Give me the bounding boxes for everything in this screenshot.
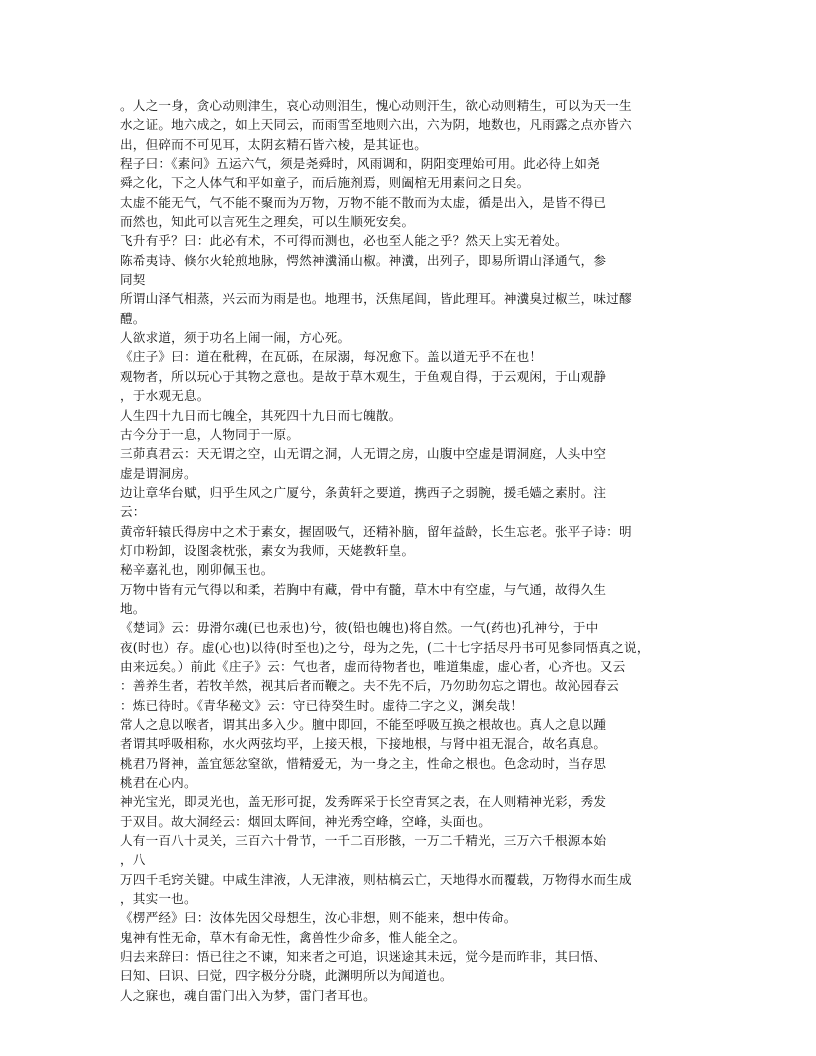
text-line: 人之寐也，魂自雷门出入为梦，雷门者耳也。 [120, 987, 376, 1003]
text-line: 黄帝轩辕氏得房中之术于素女，握固吸气，还精补脑，留年益龄，长生忘老。张平子诗：明 [120, 523, 632, 539]
text-line: ，于水观无息。 [120, 388, 210, 404]
text-line: 水之证。地六成之，如上天同云，而雨雪至地则六出，六为阴，地数也，凡雨露之点亦皆六 [120, 117, 632, 133]
text-line: 者谓其呼吸相称，水火两弦均平，上接天根，下接地根，与肾中祖无混合，故名真息。 [120, 736, 607, 752]
text-line: 人欲求道，须于功名上闹一闹，方心死。 [120, 330, 351, 346]
text-line: 陈希夷诗、倏尔火轮煎地脉，愕然神瀵涌山椒。神瀵，出列子，即易所谓山泽通气，参 [120, 252, 607, 268]
text-line: 古今分于一息，人物同于一原。 [120, 426, 300, 442]
text-line: 同契 [120, 272, 146, 288]
text-line: 舜之化，下之人体气和平如童子，而后施剂焉，则阖棺无用素问之日矣。 [120, 175, 530, 191]
text-line: 虚是谓洞房。 [120, 465, 197, 481]
text-line: 《庄子》曰：道在秕稗，在瓦砾，在尿溺，每况愈下。盖以道无乎不在也！ [120, 349, 543, 365]
text-line: ：炼已待时。《青华秘文》云：守已待癸生时。虚待二字之义，渊矣哉！ [120, 697, 524, 713]
text-line: 醴。 [120, 310, 146, 326]
text-line: 夜(时也）存。虚(心也)以待(时至也)之兮，母为之先，(二十七字括尽丹书可见参同悟真之说， [120, 639, 650, 655]
text-line: 归去来辞曰：悟已往之不谏，知来者之可追，识迷途其未远，觉今是而昨非，其曰悟、 [120, 949, 607, 965]
text-line: 。人之一身，贪心动则津生，哀心动则泪生，愧心动则汗生，欲心动则精生，可以为天一生 [120, 98, 632, 113]
text-line: 由来远矣。）前此《庄子》云：气也者，虚而待物者也，唯道集虚，虚心者，心齐也。又云 [120, 658, 626, 674]
text-line: 常人之息以喉者，谓其出多入少。膻中即回，不能至呼吸互换之根故也。真人之息以踵 [120, 717, 607, 732]
text-line: 而然也，知此可以言死生之理矣，可以生顺死安矣。 [120, 214, 415, 230]
text-line: 桃君乃肾神，盖宜惩忿窒欲，惜精爱无，为一身之主，性命之根也。色念动时，当存思 [120, 755, 607, 771]
text-line: 灯巾粉卸，设图衾枕张，素女为我师，天姥教轩皇。 [120, 542, 415, 558]
text-line: 云： [120, 504, 146, 520]
text-line: 观物者，所以玩心于其物之意也。是故于草木观生，于鱼观自得，于云观闲，于山观静 [120, 368, 607, 384]
text-line: 秘辛嘉礼也，刚卯佩玉也。 [120, 562, 274, 578]
text-line: 曰知、曰识、曰觉，四字极分分晓，此渊明所以为闻道也。 [120, 968, 453, 984]
text-line: 边让章华台赋，归乎生风之广厦兮，条黄轩之要道，携西子之弱腕，援毛嫱之素肘。注 [120, 484, 607, 500]
text-line: 《楚词》云：毋滑尔魂(已也汞也)兮，彼(铅也魄也)将自然。一气(药也)孔神兮，于中 [120, 620, 599, 636]
text-line: ：善养生者，若牧羊然，视其后者而鞭之。夫不先不后，乃勿助勿忘之谓也。故沁园春云 [120, 678, 619, 694]
text-line: ，其实一也。 [120, 891, 197, 907]
text-line: 于双目。故大洞经云：烟回太晖间，神光秀空峰，空峰，头面也。 [120, 813, 492, 829]
text-line: 万物中皆有元气得以和柔，若胸中有藏，骨中有髓，草木中有空虚，与气通，故得久生 [120, 581, 607, 597]
text-line: ，八 [120, 852, 146, 868]
text-line: 所谓山泽气相蒸，兴云而为雨是也。地理书，沃焦尾闾，皆此理耳。神瀵臭过椒兰，味过醪 [120, 291, 632, 307]
text-line: 神光宝光，即灵光也，盖无形可捉，发秀晖采于长空青冥之表，在人则精神光彩，秀发 [120, 794, 607, 810]
text-line: 万四千毛窍关键。中咸生津液，人无津液，则枯槁云亡，天地得水而覆载，万物得水而生成 [120, 871, 632, 887]
text-line: 三茆真君云：天无谓之空，山无谓之洞，人无谓之房，山腹中空虚是谓洞庭，人头中空 [120, 446, 607, 462]
text-line: 出，但碎而不可见耳，太阴玄精石皆六棱，是其证也。 [120, 136, 428, 152]
text-line: 太虚不能无气，气不能不聚而为万物，万物不能不散而为太虚，循是出入，是皆不得已 [120, 194, 607, 210]
text-line: 鬼神有性无命，草木有命无性，禽兽性少命多，惟人能全之。 [120, 929, 466, 945]
text-line: 人生四十九日而七魄全，其死四十九日而七魄散。 [120, 407, 402, 423]
text-line: 地。 [120, 600, 146, 616]
text-line: 《楞严经》曰：汝体先因父母想生，汝心非想，则不能来，想中传命。 [120, 910, 517, 926]
document-page [120, 96, 700, 1005]
text-line: 桃君在心内。 [120, 775, 197, 791]
text-line: 飞升有乎？曰：此必有术，不可得而测也，必也至人能之乎？然天上实无着处。 [120, 233, 568, 249]
text-line: 人有一百八十灵关，三百六十骨节，一千二百形骸，一万二千精光，三万六千根源本始 [120, 833, 607, 849]
text-line: 程子曰：《素问》五运六气，须是尧舜时，风雨调和，阴阳变理始可用。此必待上如尧 [120, 156, 600, 172]
